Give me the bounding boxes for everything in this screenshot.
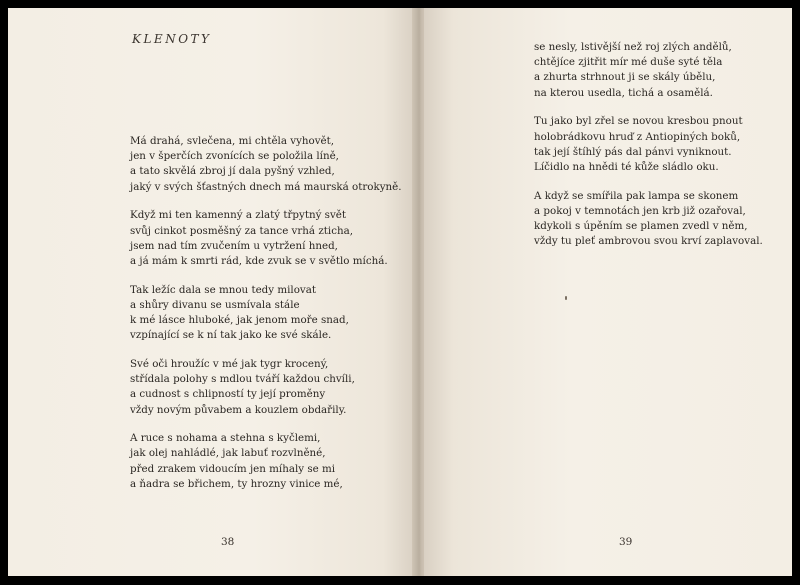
page-number: 39 [619,536,633,548]
page-number: 38 [221,536,235,548]
verse-line: svůj cinkot posměšný za tance vrhá zticha, [130,224,354,237]
right-page [424,8,792,576]
verse-line: jsem nad tím zvučením u vytržení hned, [130,239,338,252]
stanza [130,134,402,195]
verse-line: k mé lásce hluboké, jak jenom moře snad, [130,314,349,327]
verse-line: a ňadra se břichem, ty hrozny vinice mé, [130,477,343,490]
stanza [130,208,402,269]
verse-line: Své oči hroužíc v mé jak tygr krocený, [130,357,329,370]
verse-line: kdykoli s úpěním se plamen zvedl v něm, [534,220,748,233]
verse-line: se nesly, lstivější než roj zlých andělů, [534,41,732,53]
verse-line: jak olej nahládlé, jak labuť rozvlněné, [130,447,326,460]
verse-line: Když mi ten kamenný a zlatý třpytný svět [130,209,347,222]
verse-line: vždy tu pleť ambrovou svou krví zaplavoval. [534,235,763,248]
paper-speck [565,296,567,300]
verse-line: Má drahá, svlečena, mi chtěla vyhovět, [130,135,335,147]
verse-line: na kterou usedla, tichá a osamělá. [534,86,713,99]
verse-line: holobrádkovu hruď z Antiopiných boků, [534,130,741,143]
stanza [534,114,763,175]
verse-line: a zhurta strhnout ji se skály úbělu, [534,71,716,84]
verse-line: střídala polohy s mdlou tváří každou chvíli, [130,373,355,386]
stanza [534,189,763,250]
stanza [130,357,402,418]
verse-line: a tato skvělá zbroj jí dala pyšný vzhled, [130,165,335,178]
verse-line: vzpínající se k ní tak jako ke své skále. [130,329,332,342]
running-head: KLENOTY [132,32,212,46]
verse-line: Tu jako byl zřel se novou kresbou pnout [534,115,743,128]
verse-line: tak její štíhlý pás dal pánvi vyniknout. [534,145,732,158]
verse-line: vždy novým půvabem a kouzlem obdařily. [130,403,347,416]
poem-text-right [534,40,763,263]
verse-line: A když se smířila pak lampa se skonem [534,189,739,202]
verse-line: a cudnost s chlipností ty její proměny [130,388,326,401]
stanza [130,431,402,492]
verse-line: a shůry divanu se usmívala stále [130,298,300,311]
verse-line: chtějíce zjitřit mír mé duše syté těla [534,56,723,69]
verse-line: a já mám k smrti rád, kde zvuk se v světlo míchá. [130,254,388,267]
verse-line: A ruce s nohama a stehna s kyčlemi, [130,432,321,445]
verse-line: Líčidlo na hnědi té kůže sládlo oku. [534,160,719,173]
left-page [8,8,416,576]
verse-line: Tak ležíc dala se mnou tedy milovat [130,283,317,296]
verse-line: před zrakem vidoucím jen míhaly se mi [130,462,336,475]
verse-line: a pokoj v temnotách jen krb již ozařoval, [534,204,746,217]
stanza [130,283,402,344]
verse-line: jaký v svých šťastných dnech má maurská otrokyně. [130,180,402,193]
stanza [534,40,763,101]
poem-text-left [130,134,402,506]
verse-line: jen v šperčích zvonících se položila líně, [130,150,339,163]
